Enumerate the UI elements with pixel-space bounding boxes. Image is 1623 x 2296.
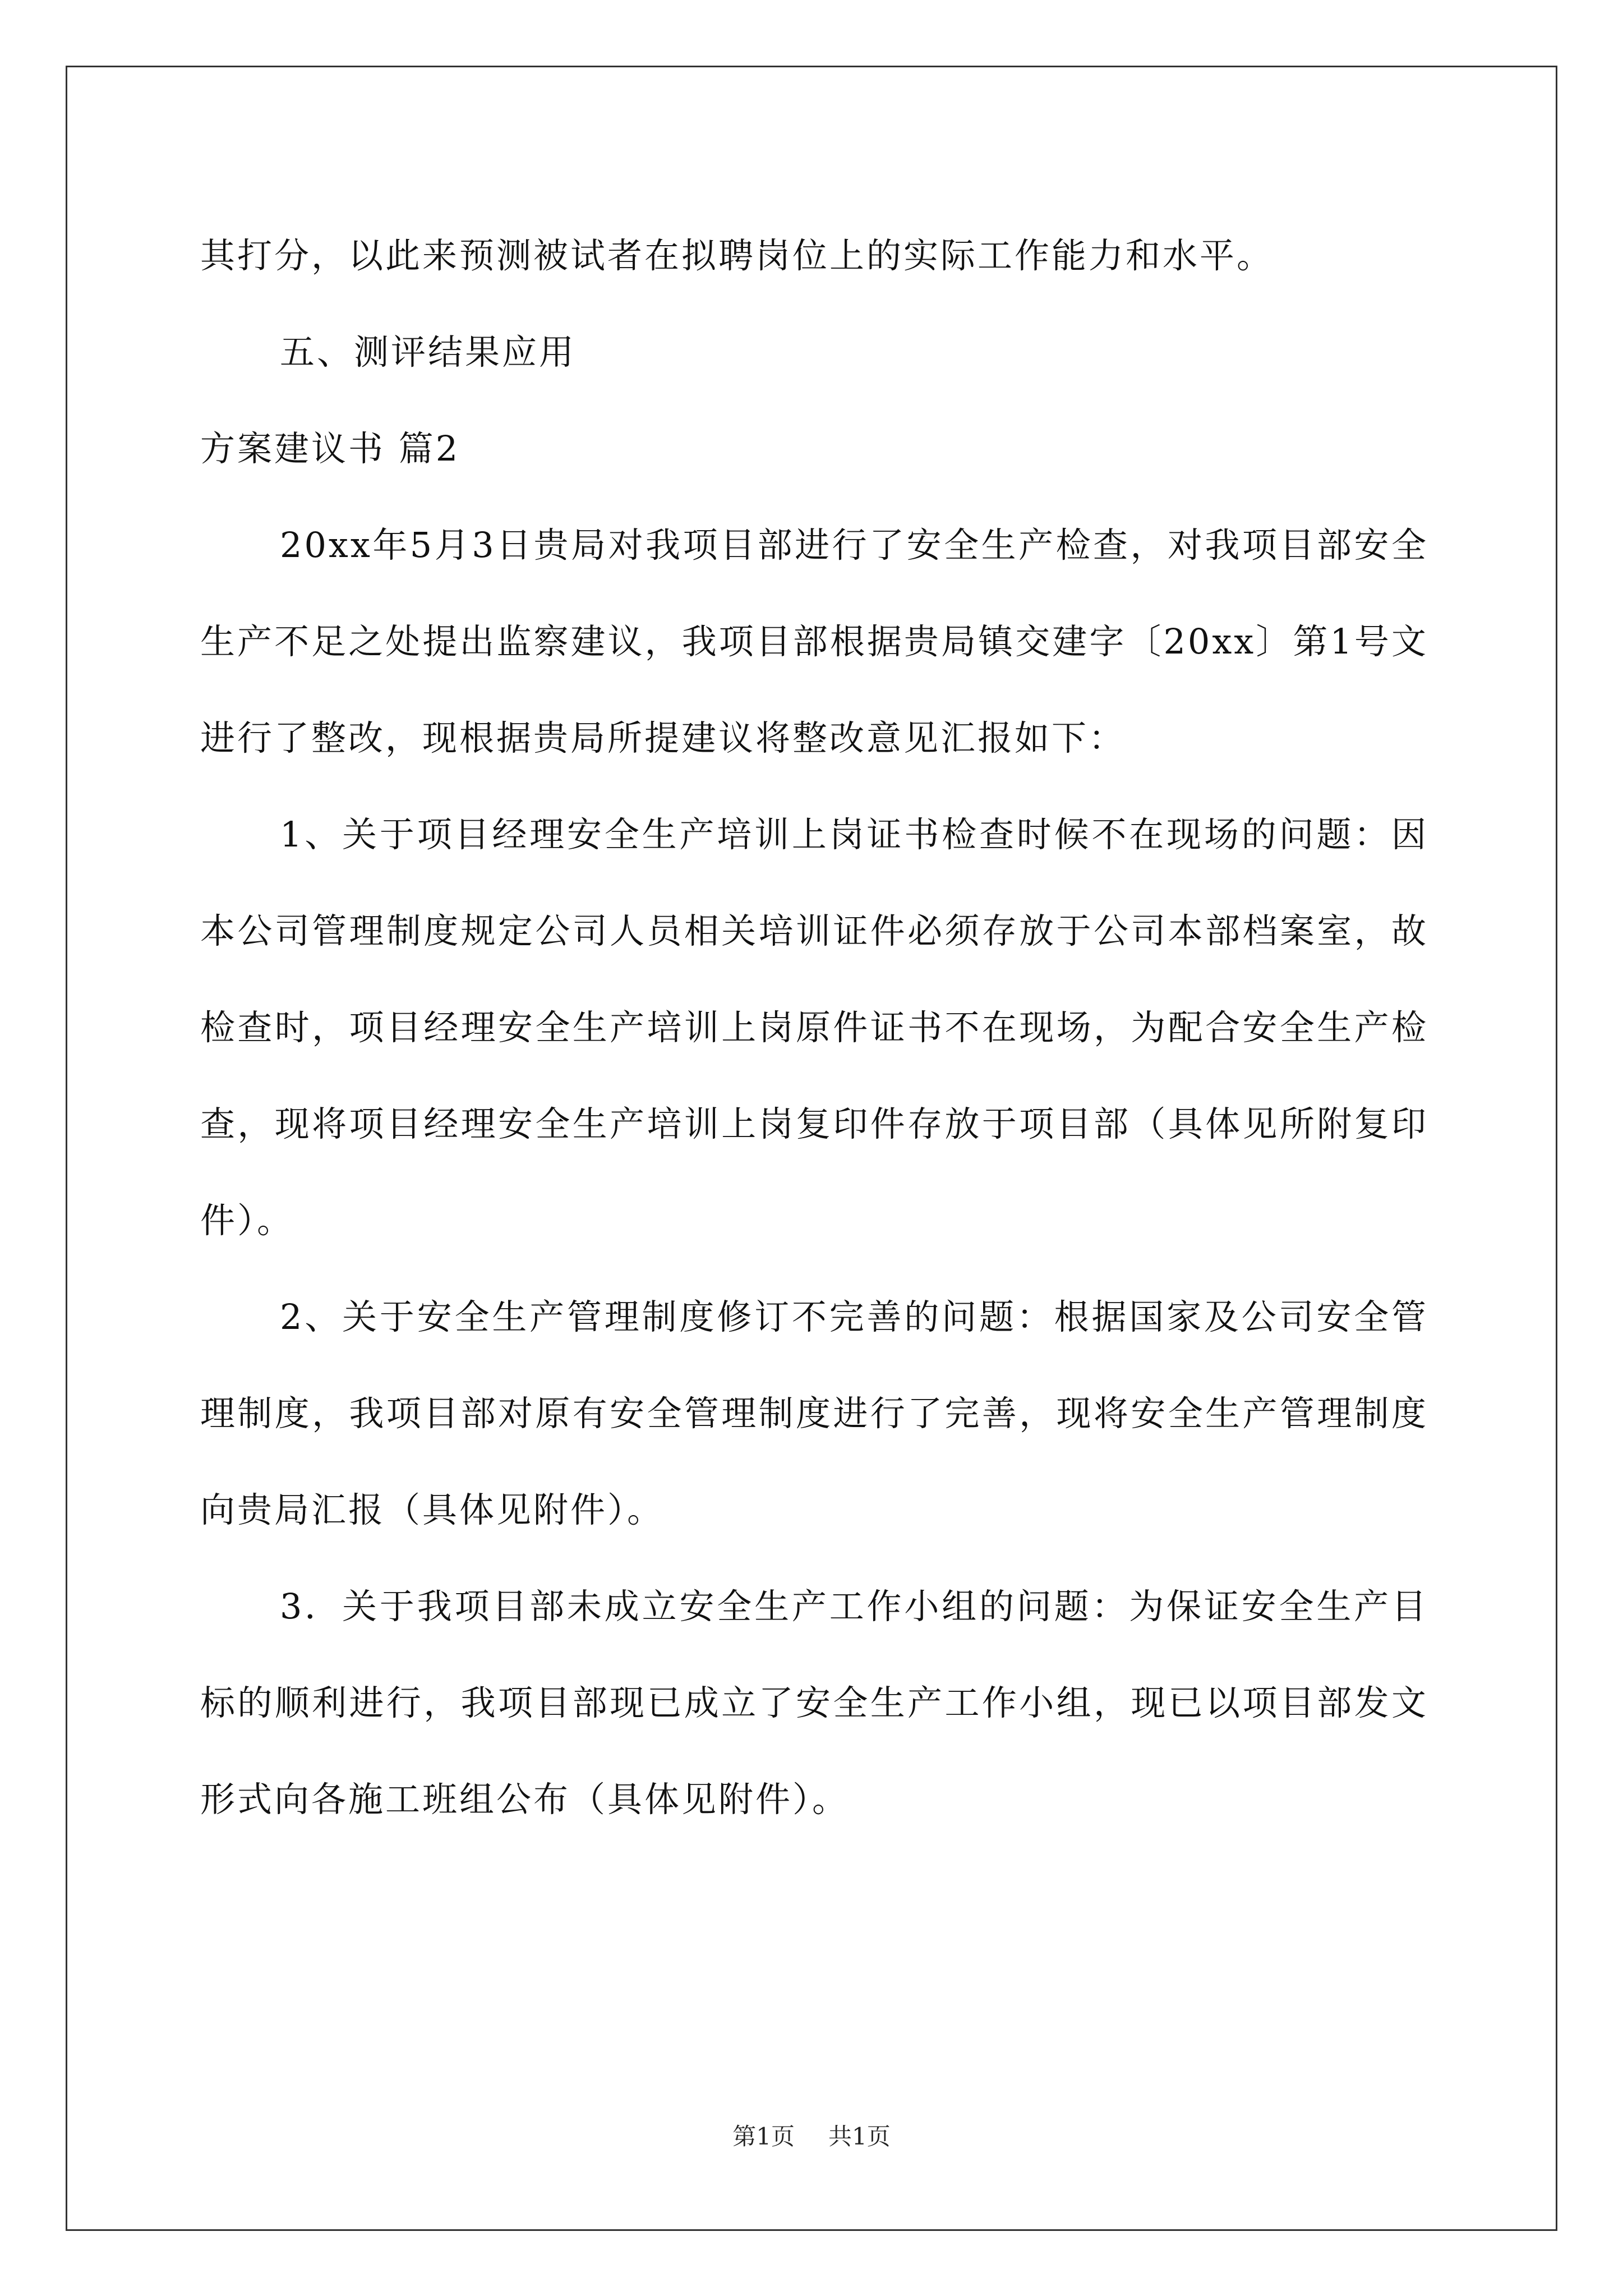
item-3-paragraph: 3．关于我项目部未成立安全生产工作小组的问题：为保证安全生产目标的顺利进行，我项目部现已成立了安全生产工作小组，现已以项目部发文形式向各施工班组公布（具体见附件）。 [200, 1586, 1428, 1820]
document-title: 方案建议书 篇2 [200, 428, 460, 469]
page-footer [0, 2118, 1623, 2152]
document-body [200, 208, 1428, 1848]
page-number: 第1页 [732, 2123, 795, 2150]
paragraph-continuation: 其打分，以此来预测被试者在拟聘岗位上的实际工作能力和水平。 [200, 235, 1274, 276]
item-2-paragraph: 2、关于安全生产管理制度修订不完善的问题：根据国家及公司安全管理制度，我项目部对原有安全管理制度进行了完善，现将安全生产管理制度向贵局汇报（具体见附件）。 [200, 1296, 1428, 1530]
intro-paragraph: 20xx年5月3日贵局对我项目部进行了安全生产检查，对我项目部安全生产不足之处提出监察建议，我项目部根据贵局镇交建字〔20xx〕第1号文进行了整改，现根据贵局所提建议将整改意见汇报如下： [200, 524, 1428, 758]
page-total: 共1页 [828, 2123, 891, 2150]
item-1-paragraph: 1、关于项目经理安全生产培训上岗证书检查时候不在现场的问题：因本公司管理制度规定公司人员相关培训证件必须存放于公司本部档案室，故检查时，项目经理安全生产培训上岗原件证书不在现场，为配合安全生产检查，现将项目经理安全生产培训上岗复印件存放于项目部（具体见所附复印件）。 [200, 814, 1428, 1241]
section-heading: 五、测评结果应用 [280, 332, 577, 372]
